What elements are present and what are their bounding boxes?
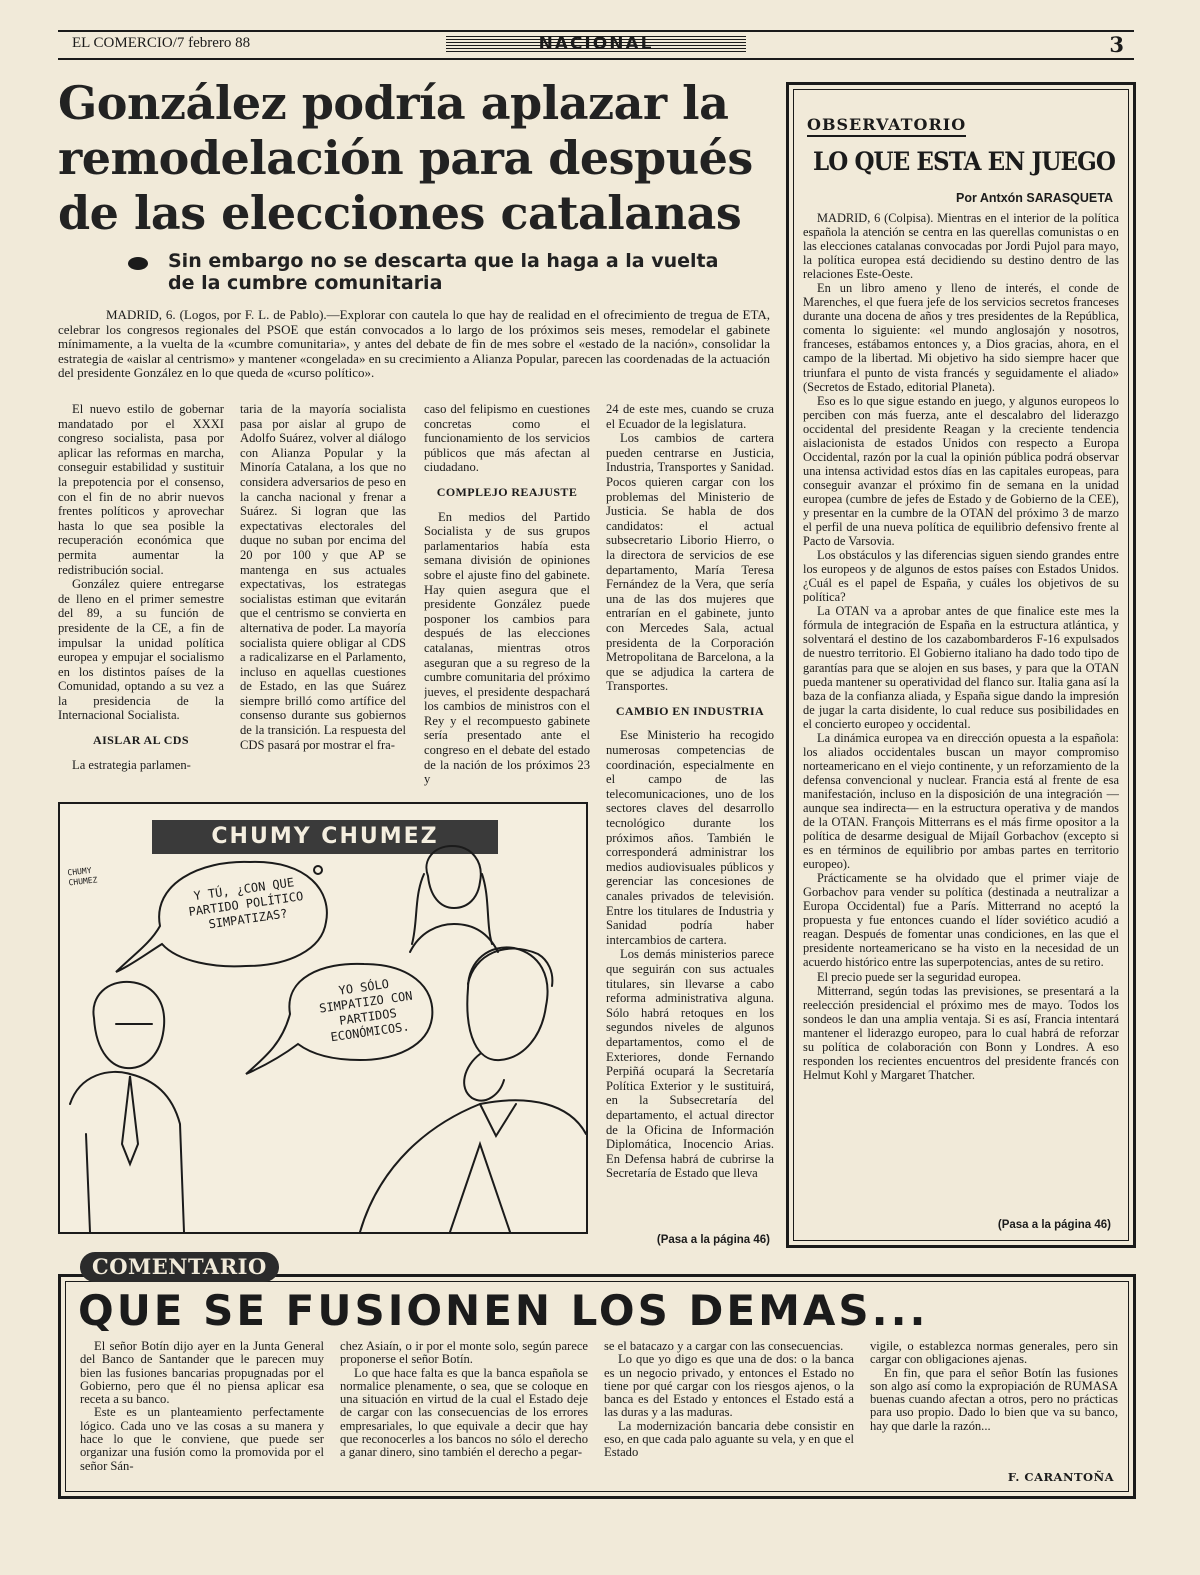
- right-man-collar: [480, 1104, 516, 1136]
- observatorio-paragraph: La OTAN va a aprobar antes de que finalice este mes la fórmula de integración de España en la estructura atlántica, y solventará el destino de los cazabombarderos F-16 expulsados de nuestro territorio. El Gobierno italiano ha dado todo tipo de garantías para que se alojen en sus bases, y para que la OTAN pueda mantener su operatividad del flanco sur. Italia gana así la baza de la confianza aliada, y España sigue dando la impresión de jugar la carta disidente, lo cual reduce sus posibilidades en el concierto europeo y occidental.: [803, 604, 1119, 731]
- observatorio-paragraph: La dinámica europea va en dirección opuesta a la española: los aliados occidentales buscan un mayor compromiso norteamericano en el viejo continente, y un reforzamiento de la defensa convencional y nuclear. Francia está al frente de esa manifestación, incluso en la disposición de una integración —aunque sea indirecta— en la estructura operativa y de mandos de la OTAN. François Mitterrans es el más firme opositor a la política de desarme desigual de Mijaíl Gorbachov (excepto si es en términos de equilibrio por ambas partes en territorio europeo).: [803, 730, 1119, 872]
- comentario-column-4: [870, 1340, 1118, 1470]
- lead-col4-paragraph: Ese Ministerio ha recogido numerosas competencias de coordinación, especialmente en el campo de las telecomunicaciones, uno de los sectores claves del desarrollo tecnológico durante los próximos años. También le corresponderá administrar los medios audiovisuales públicos y gerenciar las concesiones de canales privados de televisión. Entre los titulares de Industria y Sanidad podría haber intercambios de cartera.: [606, 728, 774, 947]
- lead-col3-paragraph: caso del felipismo en cuestiones concretas como el funcionamiento de los servicios públicos que más afectan al ciudadano.: [424, 402, 590, 475]
- comentario-label: COMENTARIO: [80, 1252, 279, 1282]
- bullet-icon: [128, 257, 148, 270]
- cartoon-frame: [58, 802, 588, 1234]
- comentario-signature: F. CARANTOÑA: [1007, 1470, 1114, 1484]
- observatorio-byline: Por Antxón SARASQUETA: [956, 191, 1113, 205]
- subhead-aislar-cds: AISLAR AL CDS: [93, 733, 189, 748]
- comentario-paragraph: En fin, que para el señor Botín las fusiones son algo así como la expropiación de RUMASA buenas cuando afectan a otros, pero no prácticas para uso propio. Dado lo bien que va su banco, hay que darle la razón...: [870, 1365, 1118, 1433]
- subhead-cambio-industria: CAMBIO EN INDUSTRIA: [615, 703, 765, 718]
- right-man-body: [360, 1100, 586, 1232]
- cartoon-banner-text: CHUMY CHUMEZ: [211, 824, 439, 849]
- lead-column-2: [240, 402, 406, 787]
- woman-shoulders: [410, 924, 498, 952]
- observatorio-body: [803, 211, 1119, 1201]
- observatorio-continued-link[interactable]: (Pasa a la página 46): [997, 1219, 1111, 1231]
- observatorio-paragraph: Eso es lo que sigue estando en juego, y algunos europeos lo perciben con más fuerza, ante el descalabro del liderazgo occidental del presidente Reagan y la creciente tendencia aislacionista de estados Unidos con respecto a Europa Occidental, razón por la cual la opinión pública podrá observar una intensa actividad estos días en las capitales europeas, para conseguir avanzar el próximo fin de semana en la unidad europea (cumbre de jefes de Estado y de Gobierno de la CEE), y presentar en la cumbre de la OTAN del próximo 3 de marzo el perfil de una nueva política de equilibrio defensivo frente al Pacto de Varsovia.: [803, 393, 1119, 549]
- publication-date: EL COMERCIO/7 febrero 88: [72, 35, 251, 51]
- balloon-answer-text: YO SÓLO SIMPATIZO CON PARTIDOS ECONÓMICOS.: [318, 976, 414, 1045]
- lead-col1-paragraph: González quiere entregarse de lleno en el primer semestre del 89, a su función de presidente de la CE, a fin de impulsar la unidad política europea y empujar el socialismo en los distintos países de la Comunidad, optando a su vez a la presidencia de la Internacional Socialista.: [58, 577, 224, 723]
- left-man-tie: [122, 1076, 138, 1164]
- page-header: [58, 30, 1134, 60]
- comentario-paragraph: Lo que hace falta es que la banca española se normalice plenamente, o sea, que se coloque en una situación en virtud de la cual el Estado deje de cargar con las consecuencias de los errores empresariales, lo que equivale a decir que hay que reconocerles a los bancos no sólo el derecho a ganar dinero, sino también el derecho a pegar-: [340, 1365, 588, 1460]
- lead-column-3: [424, 402, 590, 787]
- lead-col4-paragraph: Los cambios de cartera pueden centrarse en Justicia, Industria, Transportes y Sanidad. Pocos quieren cargar con los problemas del Ministerio de Justicia. Se habla de dos candidatos: el actual subsecretario Liborio Hierro, o la directora de servicios de ese departamento, María Teresa Fernández de la Vera, que sería una de las dos mujeres que entrarían en el gabinete, junto con Mercedes Sala, actual presidenta de la Corporación Metropolitana de Barcelona, a la que se adjudica la cartera de Transportes.: [606, 431, 774, 694]
- lead-column-1: [58, 402, 224, 787]
- lead-continued-link[interactable]: (Pasa a la página 46): [656, 1234, 770, 1246]
- comentario-paragraph: chez Asiaín, o ir por el monte solo, según parece proponerse el señor Botín.: [340, 1340, 588, 1367]
- observatorio-paragraph: MADRID, 6 (Colpisa). Mientras en el interior de la política española la atención se centra en las querellas comunistas o en las elecciones catalanas convocadas por Jordi Pujol para mayo, la política europea está decidiendo su destino dentro de las relaciones Este-Oeste.: [803, 211, 1119, 282]
- comentario-paragraph: se el batacazo y a cargar con las consecuencias.: [604, 1340, 844, 1353]
- observatorio-box: [786, 82, 1136, 1248]
- comentario-column-2: [340, 1340, 588, 1485]
- comentario-paragraph: El señor Botín dijo ayer en la Junta General del Banco de Santander que le parecen muy bien las fusiones bancarias propugnadas por el Gobierno, pero que él no piensa aplicar esa receta a su banco.: [80, 1340, 324, 1407]
- observatorio-paragraph: Mitterrand, según todas las previsiones, se presentará a la reelección presidencial el próximo mes de mayo. Todos los sondeos le dan una amplia ventaja. Si es así, Francia intentará mantener el liderazgo europeo, para lo cual habrá de reforzar su política de colaboración con Bonn y Londres. A eso responden los recientes encuentros del presidente francés con Helmut Kohl y Margaret Thatcher.: [803, 983, 1119, 1082]
- right-man-hair: [468, 949, 552, 986]
- balloon-question-text: Y TÚ, ¿CON QUE PARTIDO POLÍTICO SIMPATIZAS?: [187, 875, 305, 932]
- lead-col1-paragraph: El nuevo estilo de gobernar mandatado por el XXXI congreso socialista, pasa por aplicar las reformas en marcha, conseguir estabilidad y sustituir la prepotencia por el consenso, con el fin de no abrir nuevos frentes políticos y aprovechar hasta lo que sea posible la recuperación económica que permita aumentar la redistribución social.: [58, 402, 224, 577]
- lead-column-4: [606, 402, 774, 1222]
- subhead-complejo-reajuste: COMPLEJO REAJUSTE: [436, 484, 578, 499]
- comentario-column-3: [604, 1340, 854, 1485]
- comentario-paragraph: La modernización bancaria debe consistir en eso, en que cada palo aguante su vela, y en que el Estado: [604, 1418, 854, 1460]
- lead-col4-paragraph: Los demás ministerios parece que seguirán con sus actuales titulares, sin llevarse a cabo reforma administrativa alguna. Sólo habrá retoques en los segundos niveles de algunos departamentos, como el de Exteriores, donde Fernando Perpiñá ocupará la Secretaría Política Exterior y le sustituirá, en la Subsecretaría del departamento, el actual director de la Oficina de Información Diplomática, Inocencio Arias. En Defensa habrá de cubrirse la Secretaría de Estado que lleva: [606, 947, 774, 1181]
- observatorio-paragraph: El precio puede ser la seguridad europea.: [817, 969, 1022, 984]
- observatorio-paragraph: En un libro ameno y lleno de interés, el conde de Marenches, el que fuera jefe de los servicios secretos franceses durante una docena de años y tres presidentes de la República, comenta lo siguiente: «el mundo anglosajón y nosotros, franceses, estábamos entonces y, a Dios gracias, ahora, en el campo de la libertad. Mi objetivo ha sido siempre hacer que triunfara el punto de vista francés y seguidamente el aliado» (Secretos de Estado, editorial Planeta).: [803, 281, 1119, 394]
- right-man-head: [467, 947, 547, 1060]
- sun-mark: [314, 866, 322, 874]
- lead-col3-paragraph: En medios del Partido Socialista y de sus grupos parlamentarios había esta semana división de opiniones sobre el ajuste fino del gabinete. Hay quien asegura que el presidente González puede posponer los cambios para después de las elecciones catalanas, mientras otros aseguran que a su regreso de la cumbre comunitaria del próximo jueves, el presidente despachará los cambios de ministros con el Rey y el recompuesto gabinete sería presentado ante el congreso en el debate del estado de la nación de los próximos 23 y: [424, 509, 590, 787]
- lead-col4-paragraph: 24 de este mes, cuando se cruza el Ecuador de la legislatura.: [606, 402, 774, 431]
- cartoonist-signature: CHUMY CHUMEZ: [67, 865, 98, 888]
- observatorio-label: OBSERVATORIO: [807, 115, 966, 137]
- observatorio-paragraph: Los obstáculos y las diferencias siguen siendo grandes entre los europeos y de algunos de estos países con Estados Unidos. ¿Cuál es el papel de España, y cuáles los objetivos de su política?: [803, 548, 1119, 605]
- lead-col1-paragraph: La estrategia parlamen-: [72, 757, 191, 772]
- lead-intro: MADRID, 6. (Logos, por F. L. de Pablo).—Explorar con cautela lo que hay de realidad en el ofrecimiento de tregua de ETA, celebrar los congresos regionales del PSOE que están convocados a lo largo de los próximos seis meses, remodelar el gabinete mínimamente, a la vuelta de la «cumbre comunitaria», y antes del debate de fin de mes sobre el «estado de la nación», consolidar la estrategia de «aislar al centrismo» y mantener «congelada» en su crecimiento a Alianza Popular, parecen las coordenadas de la actuación del presidente González en lo que queda de «curso político».: [58, 307, 770, 381]
- page-number: 3: [1109, 32, 1124, 57]
- comentario-column-1: [80, 1340, 324, 1485]
- comentario-paragraph: vigile, o establezca normas generales, pero sin cargar con obligaciones ajenas.: [870, 1340, 1118, 1367]
- comentario-headline: QUE SE FUSIONEN LOS DEMAS...: [78, 1286, 929, 1335]
- woman-head: [426, 846, 480, 908]
- comentario-paragraph: Lo que yo digo es que una de dos: o la banca es un negocio privado, y entonces el Estado no tiene por qué cargar con los riesgos ajenos, o la banca es del Estado y entonces el Estado está a las duras y a las maduras.: [604, 1352, 854, 1420]
- section-title: NACIONAL: [538, 34, 654, 54]
- lead-col2-paragraph: taria de la mayoría socialista pasa por aislar al grupo de Adolfo Suárez, volver al diálogo con Alianza Popular y la Minoría Catalana, a los que no considera adversarios de peso en la cancha nacional y frenar a Suárez. Si logran que las expectativas electorales del duque no suban por encima del 20 por 100 y que AP se mantenga en sus actuales expectativas, los estrategas socialistas estiman que evitarán que el centrismo se convierta en alternativa de poder. La mayoría socialista quiere obligar al CDS a radicalizarse en el Parlamento, incluso en aquellas cuestiones de Estado, en las que Suárez siempre brilló como artífice del consenso durante sus gobiernos de la transición. La respuesta del CDS pasará por mostrar el fra-: [240, 402, 406, 752]
- lead-subheadline: Sin embargo no se descarta que la haga a la vuelta de la cumbre comunitaria: [168, 250, 719, 294]
- observatorio-title: LO QUE ESTA EN JUEGO: [812, 147, 1116, 176]
- comentario-paragraph: Este es un planteamiento perfectamente lógico. Cada uno ve las cosas a su manera y hace lo que le conviene, que puede ser organizar una fusión como la promovida por el señor Sán-: [80, 1405, 324, 1473]
- lead-headline: González podría aplazar la remodelación para después de las elecciones catalanas: [58, 76, 753, 240]
- observatorio-paragraph: Prácticamente se ha olvidado que el primer viaje de Gorbachov para vender su política (destinada a neutralizar a Europa Occidental) fue a París. Mitterrand no aceptó la propuesta y fue entonces cuando el líder soviético acudió a reagan. Después de fomentar unas condiciones, en las que el presidente norteamericano se ha visto en la necesidad de un acuerdo histórico entre las superpotencias, antes de su retiro.: [803, 871, 1119, 970]
